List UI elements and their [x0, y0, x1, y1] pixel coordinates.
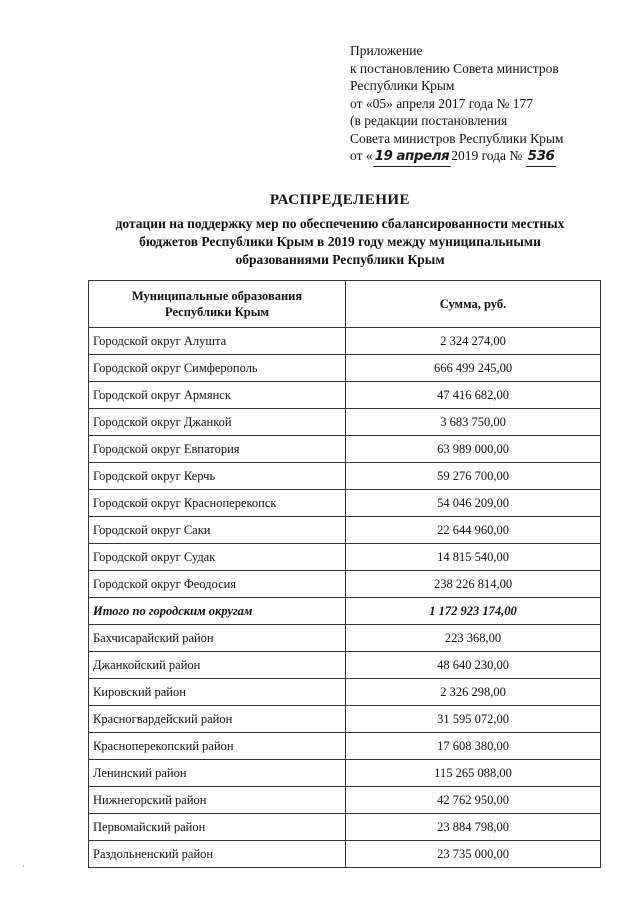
municipality-name: Городской округ Саки	[89, 517, 346, 544]
table-row	[89, 490, 601, 517]
table-row	[89, 625, 601, 652]
municipality-name: Городской округ Феодосия	[89, 571, 346, 598]
table-total-row	[89, 598, 601, 625]
subsidy-sum: 238 226 814,00	[346, 571, 601, 598]
subsidy-sum: 42 762 950,00	[346, 787, 601, 814]
municipality-name: Первомайский район	[89, 814, 346, 841]
municipality-name: Красногвардейский район	[89, 706, 346, 733]
subsidy-sum: 2 324 274,00	[346, 328, 601, 355]
municipality-name: Раздольненский район	[89, 841, 346, 868]
subsidy-sum: 23 884 798,00	[346, 814, 601, 841]
municipality-name: Городской округ Евпатория	[89, 436, 346, 463]
document-subtitle-line-3: образованиями Республики Крым	[235, 252, 445, 267]
subsidy-sum: 3 683 750,00	[346, 409, 601, 436]
table-row	[89, 355, 601, 382]
municipality-name: Джанкойский район	[89, 652, 346, 679]
appendix-line-7	[350, 147, 563, 167]
appendix-line-2: к постановлению Совета министров	[350, 60, 559, 76]
document-title: РАСПРЕДЕЛЕНИЕ	[269, 192, 411, 208]
subsidy-sum: 1 172 923 174,00	[346, 598, 601, 625]
handwritten-number: 536	[526, 148, 557, 167]
appendix-line-4: от «05» апреля 2017 года № 177	[350, 95, 534, 111]
document-title-block	[80, 192, 600, 269]
municipality-name: Городской округ Алушта	[89, 328, 346, 355]
municipality-name: Городской округ Джанкой	[89, 409, 346, 436]
municipality-name: Бахчисарайский район	[89, 625, 346, 652]
distribution-table	[88, 280, 601, 868]
subsidy-sum: 63 989 000,00	[346, 436, 601, 463]
margin-mark: ·	[22, 862, 25, 871]
header-sum: Сумма, руб.	[346, 281, 601, 328]
subsidy-sum: 14 815 540,00	[346, 544, 601, 571]
subsidy-sum: 23 735 000,00	[346, 841, 601, 868]
subsidy-sum: 223 368,00	[346, 625, 601, 652]
subsidy-sum: 59 276 700,00	[346, 463, 601, 490]
municipality-name: Городской округ Керчь	[89, 463, 346, 490]
subsidy-sum: 2 326 298,00	[346, 679, 601, 706]
municipality-name: Городской округ Красноперекопск	[89, 490, 346, 517]
subsidy-sum: 54 046 209,00	[346, 490, 601, 517]
subsidy-sum: 47 416 682,00	[346, 382, 601, 409]
municipality-name: Городской округ Симферополь	[89, 355, 346, 382]
table-row	[89, 463, 601, 490]
table-row	[89, 679, 601, 706]
appendix-line-3: Республики Крым	[350, 78, 455, 93]
table-row	[89, 814, 601, 841]
table-row	[89, 652, 601, 679]
date-prefix: от «	[350, 148, 373, 163]
table-row	[89, 787, 601, 814]
header-municipality-line-1: Муниципальные образования	[131, 289, 303, 303]
subsidy-sum: 31 595 072,00	[346, 706, 601, 733]
document-subtitle-line-1: дотации на поддержку мер по обеспечению сбалансированности местных	[115, 216, 565, 231]
municipality-name: Итого по городским округам	[89, 598, 346, 625]
subsidy-sum: 666 499 245,00	[346, 355, 601, 382]
municipality-name: Красноперекопский район	[89, 733, 346, 760]
municipality-name: Нижнегорский район	[89, 787, 346, 814]
appendix-header	[350, 42, 563, 167]
municipality-name: Городской округ Судак	[89, 544, 346, 571]
subsidy-sum: 48 640 230,00	[346, 652, 601, 679]
appendix-line-1: Приложение	[350, 43, 423, 58]
handwritten-day: 19	[373, 148, 395, 167]
table-row	[89, 571, 601, 598]
table-row	[89, 436, 601, 463]
table-row	[89, 544, 601, 571]
municipality-name: Городской округ Армянск	[89, 382, 346, 409]
table-row	[89, 760, 601, 787]
table-row	[89, 733, 601, 760]
table-row	[89, 328, 601, 355]
table-row	[89, 409, 601, 436]
appendix-line-6: Совета министров Республики Крым	[350, 130, 564, 146]
table-body	[89, 328, 601, 868]
table-header-row	[89, 281, 601, 328]
subsidy-sum: 22 644 960,00	[346, 517, 601, 544]
municipality-name: Ленинский район	[89, 760, 346, 787]
document-subtitle-line-2: бюджетов Республики Крым в 2019 году между муниципальными	[139, 234, 541, 249]
appendix-line-5: (в редакции постановления	[350, 113, 508, 128]
header-municipality	[89, 281, 346, 328]
table-row	[89, 706, 601, 733]
table-row	[89, 517, 601, 544]
header-municipality-line-2: Республики Крым	[165, 305, 269, 319]
date-year-number-label: 2019 года №	[451, 148, 523, 163]
table-row	[89, 382, 601, 409]
table-row	[89, 841, 601, 868]
handwritten-month: апреля	[394, 148, 451, 167]
subsidy-sum: 115 265 088,00	[346, 760, 601, 787]
subsidy-sum: 17 608 380,00	[346, 733, 601, 760]
municipality-name: Кировский район	[89, 679, 346, 706]
